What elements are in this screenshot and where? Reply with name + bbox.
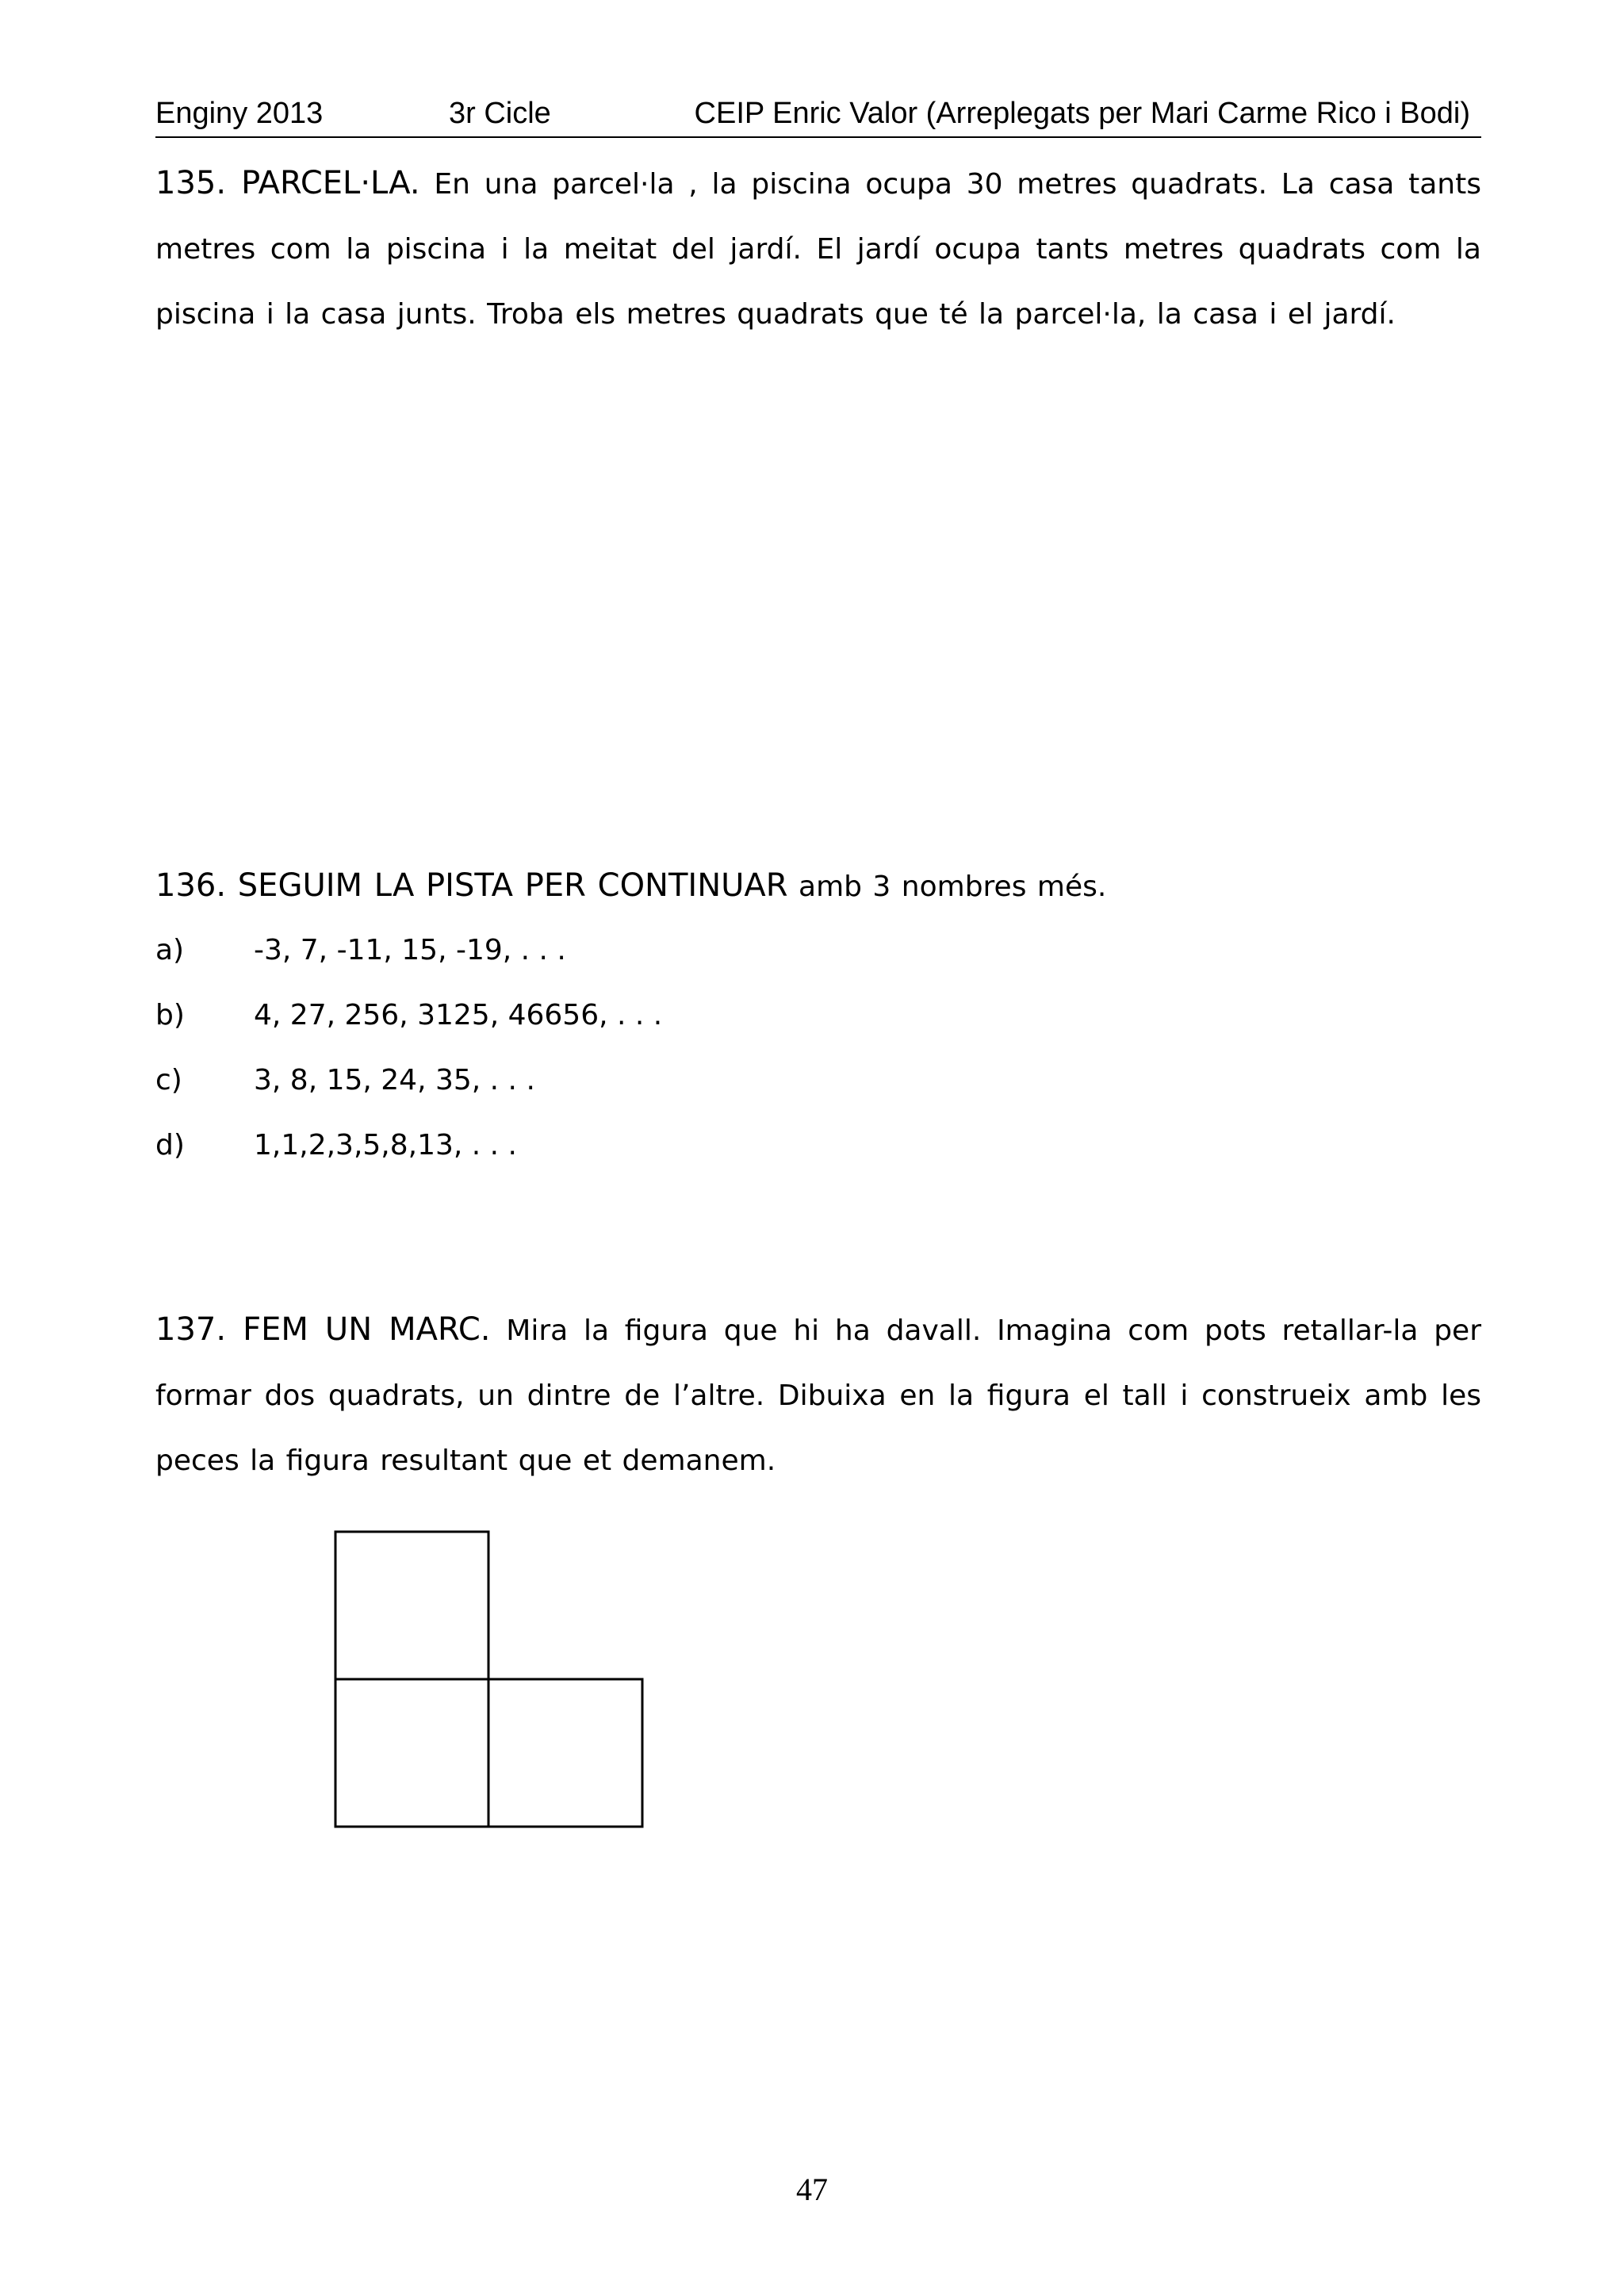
figure-square-bottom-right: [488, 1679, 642, 1827]
problem-135: [155, 151, 1481, 347]
problem-137-text: Mira la figura que hi ha davall. Imagina com pots retallar-la per formar dos quadrats, un dintre de l’altre. Dibuixa en la figura el tall i construeix amb les peces la figura resultant que et demanem.: [155, 1314, 1481, 1477]
problem-136-text: amb 3 nombres més.: [787, 871, 1107, 903]
page-header: [155, 94, 1481, 138]
list-item: [155, 1113, 948, 1178]
problem-137: [155, 1297, 1481, 1494]
problem-135-text: En una parcel·la , la piscina ocupa 30 metres quadrats. La casa tants metres com la piscina i la meitat del jardí. El jardí ocupa tants metres quadrats com la piscina i la casa junts. Troba els metres quadrats que té la parcel·la, la casa i el jardí.: [155, 168, 1481, 331]
list-item: [155, 918, 948, 983]
problem-136-title: 136. SEGUIM LA PISTA PER CONTINUAR: [155, 867, 788, 904]
list-item: [155, 983, 948, 1048]
item-sequence: 1,1,2,3,5,8,13, . . .: [254, 1129, 517, 1161]
item-label: a): [155, 934, 185, 966]
header-cycle: 3r Cicle: [449, 97, 551, 130]
page-number: 47: [796, 2172, 828, 2207]
list-item: [155, 1048, 948, 1113]
figure-square-bottom-left: [335, 1679, 488, 1827]
item-label: d): [155, 1129, 185, 1161]
item-sequence: -3, 7, -11, 15, -19, . . .: [254, 934, 566, 966]
item-label: b): [155, 999, 185, 1031]
header-title: Enginy 2013: [155, 97, 324, 130]
header-school: CEIP Enric Valor (Arreplegats per Mari Carme Rico i Bodi): [694, 97, 1470, 130]
problem-135-title: 135. PARCEL·LA.: [155, 165, 420, 201]
problem-137-title: 137. FEM UN MARC.: [155, 1311, 491, 1348]
item-label: c): [155, 1064, 182, 1096]
item-sequence: 4, 27, 256, 3125, 46656, . . .: [254, 999, 663, 1031]
sequence-list: [155, 918, 948, 1178]
problem-136: [155, 853, 1481, 920]
figure-square-top: [335, 1532, 488, 1679]
item-sequence: 3, 8, 15, 24, 35, . . .: [254, 1064, 535, 1096]
